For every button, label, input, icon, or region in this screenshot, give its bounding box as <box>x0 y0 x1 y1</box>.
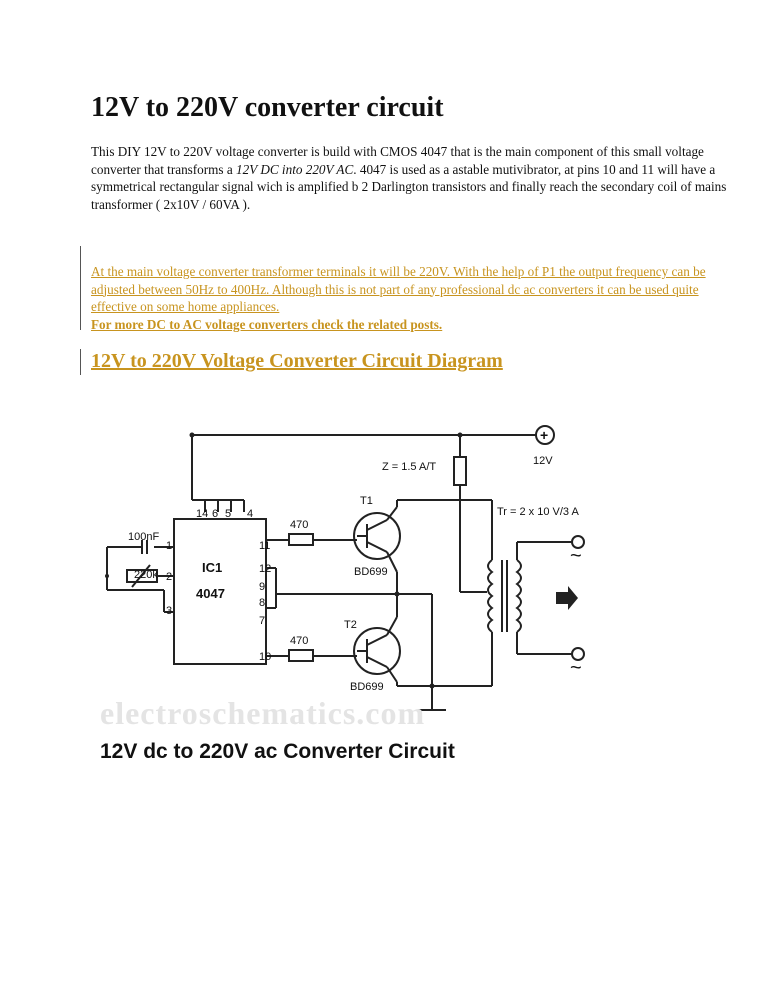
pin-label: 11 <box>259 540 271 552</box>
intro-text-end: . 4047 is used as a astable mutivibrator, at pins 10 and 11 will have a symmetrical rectangular signal wich is amplified b 2 Darlington transistors and finally reach the secondary coil of mains transformer ( 2x10V / 60VA ). <box>91 161 727 212</box>
section-heading[interactable]: 12V to 220V Voltage Converter Circuit Diagram <box>91 350 503 372</box>
resistor-top-label: 470 <box>290 519 309 531</box>
quote-paragraph <box>91 263 731 333</box>
section-bar <box>80 349 81 375</box>
intro-paragraph <box>91 143 741 213</box>
ac-wave-icon: ~ <box>570 657 582 679</box>
diagram-caption: 12V dc to 220V ac Converter Circuit <box>100 740 455 763</box>
circuit-diagram <box>92 392 605 770</box>
pin-label: 1 <box>166 540 173 552</box>
ac-wave-icon: ~ <box>570 545 582 567</box>
pin-label: 5 <box>225 508 232 520</box>
blockquote <box>80 246 731 330</box>
ic-part-label: 4047 <box>196 586 225 601</box>
intro-emphasis: 12V DC into 220V AC <box>236 161 354 177</box>
intro-text-start: This DIY 12V to 220V voltage converter is build with CMOS 4047 that is the main component of this small voltage converter that transforms a <box>91 144 704 177</box>
t2-part-label: BD699 <box>350 681 384 693</box>
supply-label: 12V <box>533 455 553 467</box>
pin-label: 10 <box>259 651 272 663</box>
related-posts-link[interactable]: For more DC to AC voltage converters check the related posts. <box>91 316 443 332</box>
t1-label: T1 <box>360 495 373 507</box>
pin-label: 2 <box>166 571 173 583</box>
resistor-bottom-label: 470 <box>290 635 309 647</box>
article-title: 12V to 220V converter circuit <box>91 92 444 123</box>
quote-link[interactable]: At the main voltage converter transformer terminals it will be 220V. With the help of P1 the output frequency can be adjusted between 50Hz to 400Hz. Although this is not part of any professional dc ac converters it can be used quite effective on some home appliances. <box>91 264 706 314</box>
fuse-label: Z = 1.5 A/T <box>382 461 437 473</box>
pin-label: 9 <box>259 581 266 593</box>
pin-label: 14 <box>196 508 209 520</box>
capacitor-label: 100nF <box>128 531 160 543</box>
t1-part-label: BD699 <box>354 566 388 578</box>
plus-icon: + <box>540 427 549 443</box>
potentiometer-label: 220k <box>134 569 158 581</box>
pin-label: 8 <box>259 597 266 609</box>
pin-label: 3 <box>166 605 173 617</box>
transformer-label: Tr = 2 x 10 V/3 A <box>497 506 579 518</box>
ic-name-label: IC1 <box>202 560 223 575</box>
pin-label: 7 <box>259 615 266 627</box>
pin-label: 6 <box>212 508 219 520</box>
pin-label: 12 <box>259 563 272 575</box>
pin-label: 4 <box>247 508 254 520</box>
t2-label: T2 <box>344 619 357 631</box>
watermark: electroschematics.com <box>100 695 426 731</box>
